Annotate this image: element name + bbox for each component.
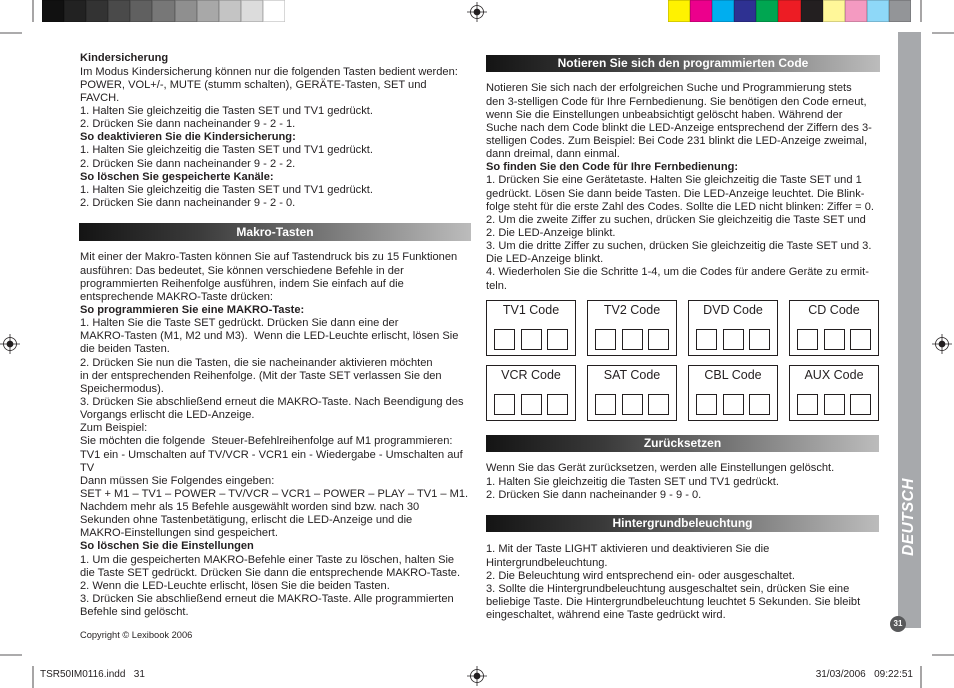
backlight-section [486,543,860,622]
code-digit-box [850,394,871,415]
text-line: ausführen: Das bedeutet, Sie können verschiedene Befehle in der [80,264,404,277]
code-digit-row [790,394,878,415]
text-line: Dann müssen Sie Folgendes eingeben: [80,474,275,487]
code-digit-box [521,329,542,350]
text-line: Nachdem mehr als 15 Befehle ausgewählt worden sind bzw. nach 30 [80,501,420,514]
language-tab-label: DEUTSCH [900,478,917,556]
color-swatch [778,0,800,22]
code-box-sat [587,365,677,421]
text-line: 1. Mit der Taste LIGHT aktivieren und deaktivieren Sie die [486,543,770,556]
code-digit-box [547,329,568,350]
subheading: So programmieren Sie eine MAKRO-Taste: [80,303,305,316]
code-digit-box [547,394,568,415]
code-digit-box [494,394,515,415]
text-line: folge steht für die erste Zahl des Codes. Sollte die LED nicht blinken: Ziffer = 0. [486,200,874,213]
registration-mark-left [0,334,20,354]
code-digit-row [588,394,676,415]
registration-mark-bottom [467,666,487,686]
text-line: 1. Halten Sie gleichzeitig die Tasten SET und TV1 gedrückt. [486,475,779,488]
text-line: 1. Halten Sie gleichzeitig die Tasten SET und TV1 gedrückt. [80,183,373,196]
code-digit-box [723,394,744,415]
grayscale-control-strip [42,0,285,22]
code-digit-box [797,329,818,350]
text-line: 2. Wenn die LED-Leuchte erlischt, lösen Sie die beiden Tasten. [80,579,390,592]
code-digit-row [487,394,575,415]
code-digit-row [588,329,676,350]
color-swatch [152,0,174,22]
color-swatch [263,0,285,22]
code-box-label: DVD Code [703,303,763,317]
text-line: beliebige Taste. Die Hintergrundbeleuchtung leuchtet 5 Sekunden. Sie bleibt [486,595,861,608]
color-swatch [175,0,197,22]
text-line: entsprechende MAKRO-Taste drücken: [80,290,274,303]
color-swatch [241,0,263,22]
reset-section [486,462,834,501]
code-digit-box [749,394,770,415]
code-boxes-grid [486,300,879,421]
crop-mark-bottom-left [0,655,33,688]
color-swatch [108,0,130,22]
page-number-badge: 31 [890,616,906,632]
code-box-vcr [486,365,576,421]
code-box-label: TV2 Code [603,303,661,317]
text-line: 1. Halten Sie gleichzeitig die Tasten SET und TV1 gedrückt. [80,144,373,157]
code-box-aux [789,365,879,421]
text-line: die Taste SET gedrückt. Drücken Sie dann die entsprechende MAKRO-Taste. [80,566,461,579]
child-lock-section [80,52,458,210]
color-swatch [197,0,219,22]
text-line: 2. Um die zweite Ziffer zu suchen, drücken Sie gleichzeitig die Taste SET und [486,213,866,226]
text-line: MAKRO-Tasten (M1, M2 und M3). Wenn die LED-Leuchte erlischt, lösen Sie [80,330,459,343]
color-swatch [219,0,241,22]
code-digit-row [487,329,575,350]
section-bar-backlight: Hintergrundbeleuchtung [486,515,879,532]
text-line: den 3-stelligen Code für Ihre Fernbedienung. Sie benötigen den Code erneut, [486,95,867,108]
text-line: Sie möchten die folgende Steuer-Befehlreihenfolge auf M1 programmieren: [80,435,453,448]
code-digit-box [824,329,845,350]
crop-mark-top-right [921,0,954,33]
section-bar-macro-keys: Makro-Tasten [79,223,471,241]
code-digit-box [595,394,616,415]
code-box-label: TV1 Code [502,303,560,317]
text-line: 2. Drücken Sie dann nacheinander 9 - 2 - 2. [80,157,296,170]
color-control-strip [668,0,911,22]
color-swatch [756,0,778,22]
text-line: TV [80,461,95,474]
color-swatch [712,0,734,22]
text-line: 1. Um die gespeicherten MAKRO-Befehle einer Taste zu löschen, halten Sie [80,553,455,566]
text-line: Hintergrundbeleuchtung. [486,556,608,569]
section-bar-note-code: Notieren Sie sich den programmierten Code [486,55,880,72]
code-digit-row [689,329,777,350]
code-box-cd [789,300,879,356]
text-line: Wenn Sie das Gerät zurücksetzen, werden alle Einstellungen gelöscht. [486,462,835,475]
code-box-dvd [688,300,778,356]
subheading: Kindersicherung [80,52,169,65]
copyright-notice: Copyright © Lexibook 2006 [80,630,193,640]
text-line: Die LED-Anzeige blinkt. [486,253,604,266]
text-line: die beiden Tasten. [80,343,170,356]
code-digit-box [648,394,669,415]
text-line: programmierten Reihenfolge ausführen, indem Sie einfach auf die [80,277,404,290]
color-swatch [867,0,889,22]
code-digit-row [790,329,878,350]
text-line: FAVCH. [80,91,120,104]
code-box-label: CBL Code [704,368,762,382]
text-line: 3. Drücken Sie abschließend erneut die MAKRO-Taste. Alle programmierten [80,593,454,606]
note-code-section [486,82,874,292]
code-digit-box [494,329,515,350]
text-line: stelligen Codes. Zum Beispiel: Bei Code 231 blinkt die LED-Anzeige zweimal, [486,134,868,147]
code-digit-box [749,329,770,350]
color-swatch [734,0,756,22]
footer-print-date: 31/03/2006 09:22:51 [815,669,913,680]
subheading: So deaktivieren Sie die Kindersicherung: [80,131,296,144]
text-line: 3. Drücken Sie abschließend erneut die MAKRO-Taste. Nach Beendigung des [80,395,464,408]
text-line: Sekunden ohne Tastenbetätigung, erlischt die LED-Anzeige und die [80,514,413,527]
code-box-label: VCR Code [501,368,561,382]
registration-mark-right [932,334,952,354]
text-line: 1. Halten Sie gleichzeitig die Tasten SET und TV1 gedrückt. [80,104,373,117]
text-line: Speichermodus). [80,382,164,395]
code-box-tv1 [486,300,576,356]
code-digit-box [622,394,643,415]
color-swatch [801,0,823,22]
code-digit-box [521,394,542,415]
text-line: 2. Die Beleuchtung wird entsprechend ein- oder ausgeschaltet. [486,569,795,582]
code-digit-box [824,394,845,415]
code-digit-box [622,329,643,350]
color-swatch [690,0,712,22]
code-digit-box [850,329,871,350]
text-line: TV1 ein - Umschalten auf TV/VCR - VCR1 ein - Wiedergabe - Umschalten auf [80,448,463,461]
text-line: POWER, VOL+/-, MUTE (stumm schalten), GERÄTE-Tasten, SET und [80,78,427,91]
text-line: in der entsprechenden Reihenfolge. (Mit der Taste SET verlassen Sie den [80,369,442,382]
text-line: MAKRO-Einstellungen sind gespeichert. [80,527,278,540]
text-line: SET + M1 – TV1 – POWER – TV/VCR – VCR1 – POWER – PLAY – TV1 – M1. [80,487,469,500]
text-line: Befehle sind gelöscht. [80,606,189,619]
code-digit-box [723,329,744,350]
text-line: 2. Drücken Sie dann nacheinander 9 - 9 - 0. [486,488,702,501]
crop-mark-bottom-right [921,655,954,688]
code-box-label: CD Code [808,303,860,317]
crop-mark-top-left [0,0,33,33]
text-line: 4. Wiederholen Sie die Schritte 1-4, um die Codes für andere Geräte zu ermit- [486,266,869,279]
text-line: eingeschaltet, während eine Taste gedrückt wird. [486,609,726,622]
code-box-tv2 [587,300,677,356]
text-line: teln. [486,279,507,292]
code-digit-box [797,394,818,415]
code-box-label: SAT Code [603,368,661,382]
text-line: dann dreimal, dann einmal. [486,148,620,161]
color-swatch [42,0,64,22]
code-box-label: AUX Code [804,368,864,382]
code-digit-box [696,394,717,415]
text-line: 1. Drücken Sie eine Gerätetaste. Halten Sie gleichzeitig die Taste SET und 1 [486,174,862,187]
text-line: wenn Sie die Einstellungen unbeabsichtigt gelöscht haben. Während der [486,108,843,121]
text-line: 2. Die LED-Anzeige blinkt. [486,226,616,239]
color-swatch [668,0,690,22]
text-line: gedrückt. Lösen Sie dann beide Tasten. Die LED-Anzeige leuchtet. Die Blink- [486,187,865,200]
registration-mark-top [467,2,487,22]
text-line: Vorgangs erlischt die LED-Anzeige. [80,409,255,422]
text-line: 1. Halten Sie die Taste SET gedrückt. Drücken Sie dann eine der [80,317,399,330]
code-digit-box [648,329,669,350]
subheading: So löschen Sie die Einstellungen [80,540,254,553]
footer-file-info: TSR50IM0116.indd 31 [40,669,145,680]
text-line: Mit einer der Makro-Tasten können Sie auf Tastendruck bis zu 15 Funktionen [80,251,458,264]
color-swatch [823,0,845,22]
text-line: 2. Drücken Sie nun die Tasten, die sie nacheinander aktivieren möchten [80,356,433,369]
subheading: So finden Sie den Code für Ihre Fernbedienung: [486,161,739,174]
text-line: Suche nach dem Code blinkt die LED-Anzeige entsprechend der Ziffern des 3- [486,121,872,134]
code-digit-row [689,394,777,415]
text-line: 3. Sollte die Hintergrundbeleuchtung ausgeschaltet sein, drücken Sie eine [486,582,850,595]
color-swatch [845,0,867,22]
color-swatch [130,0,152,22]
macro-keys-section [80,251,468,619]
text-line: 2. Drücken Sie dann nacheinander 9 - 2 - 1. [80,118,296,131]
text-line: Zum Beispiel: [80,422,148,435]
code-digit-box [595,329,616,350]
color-swatch [64,0,86,22]
text-line: 2. Drücken Sie dann nacheinander 9 - 2 - 0. [80,196,296,209]
section-bar-reset: Zurücksetzen [486,435,879,452]
code-digit-box [696,329,717,350]
text-line: Notieren Sie sich nach der erfolgreichen Suche und Programmierung stets [486,82,852,95]
color-swatch [86,0,108,22]
code-box-cbl [688,365,778,421]
text-line: Im Modus Kindersicherung können nur die folgenden Tasten bedient werden: [80,65,458,78]
text-line: 3. Um die dritte Ziffer zu suchen, drücken Sie gleichzeitig die Taste SET und 3. [486,240,872,253]
subheading: So löschen Sie gespeicherte Kanäle: [80,170,274,183]
color-swatch [889,0,911,22]
